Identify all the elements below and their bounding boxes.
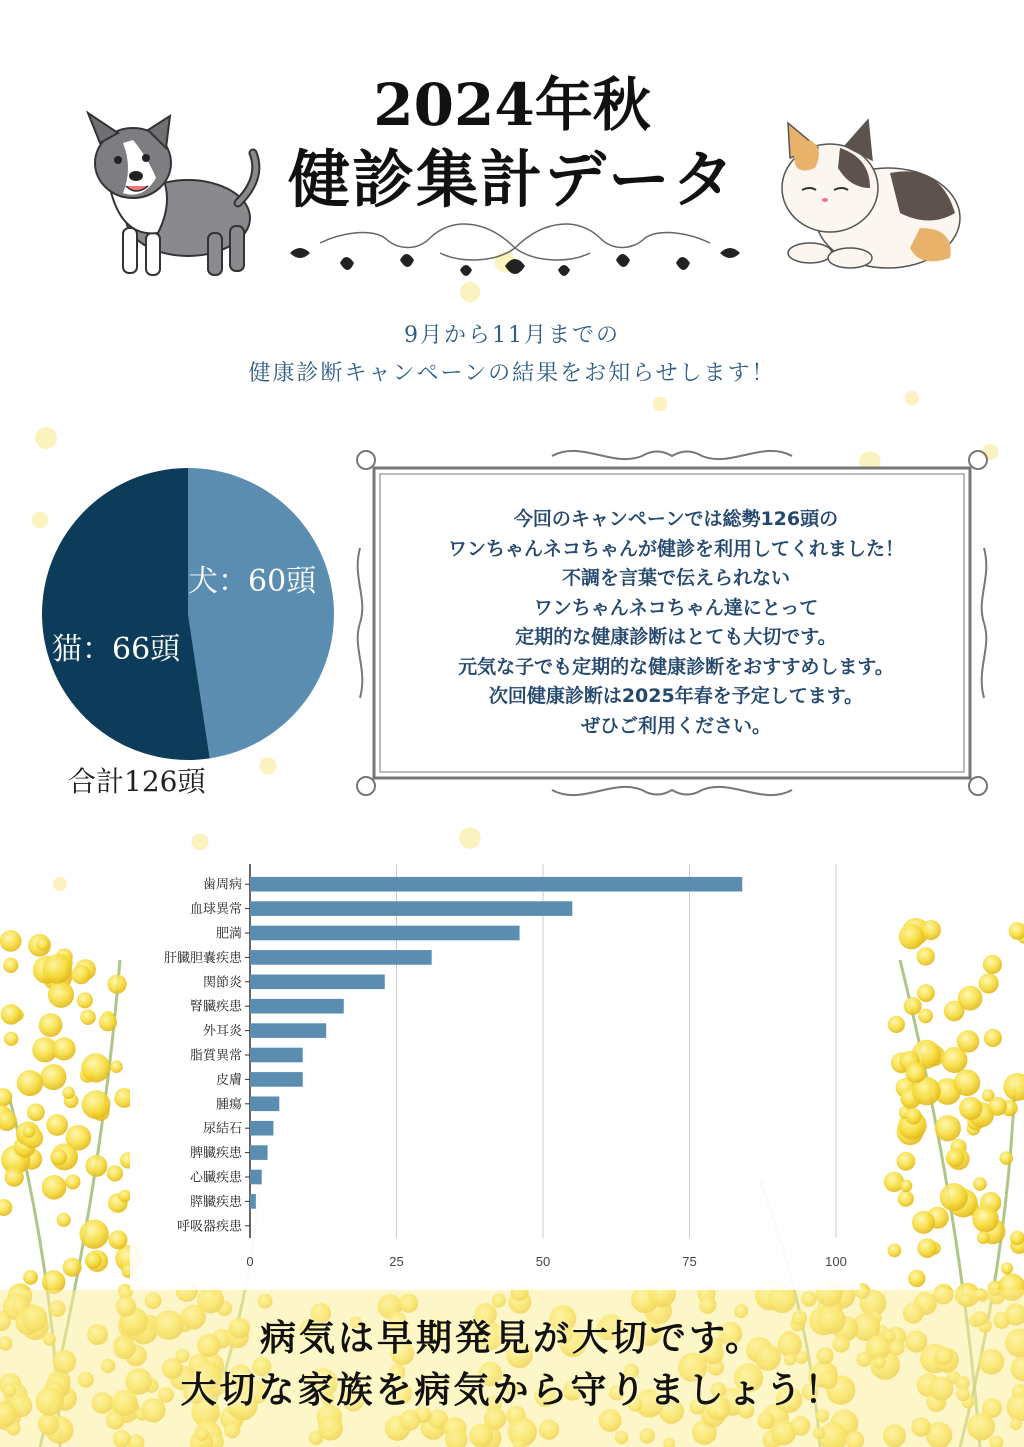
message-line: 次回健康診断は2025年春を予定してます。 xyxy=(488,685,864,707)
page-title-line2: 健診集計データ xyxy=(287,143,736,216)
y-category-label: 尿結石 xyxy=(202,1121,242,1137)
pie-label-cat: 猫：66頭 xyxy=(52,632,181,667)
y-category-label: 脾臓疾患 xyxy=(189,1146,242,1162)
message-line: 定期的な健康診断はとても大切です。 xyxy=(515,626,837,648)
bar xyxy=(250,1096,279,1111)
pie-chart xyxy=(40,466,336,762)
y-category-label: 歯周病 xyxy=(202,877,242,893)
page-title-line1: 2024年秋 xyxy=(373,71,651,139)
x-tick-label: 0 xyxy=(246,1254,254,1269)
y-category-label: 心臓疾患 xyxy=(189,1170,242,1186)
disease-bar-chart xyxy=(130,850,860,1290)
x-tick-label: 50 xyxy=(535,1254,551,1269)
y-category-label: 膵臓疾患 xyxy=(189,1194,242,1210)
bar xyxy=(250,974,385,989)
bar xyxy=(250,901,572,916)
title-ornament-icon xyxy=(280,208,750,288)
message-line: 不調を言葉で伝えられない xyxy=(561,567,790,589)
bar xyxy=(250,1023,326,1038)
bar xyxy=(250,1121,273,1136)
bar xyxy=(250,1170,262,1185)
intro-line1: 9月から11月までの xyxy=(404,323,620,348)
pie-label-dog: 犬：60頭 xyxy=(188,564,317,599)
bar xyxy=(250,1072,303,1087)
pie-slice-cat xyxy=(42,468,210,760)
message-line: ワンちゃんネコちゃん達にとって xyxy=(533,596,819,619)
x-tick-label: 75 xyxy=(682,1254,697,1269)
bar xyxy=(250,1145,268,1160)
message-line: ワンちゃんネコちゃんが健診を利用してくれました！ xyxy=(447,537,904,560)
message-line: 今回のキャンペーンでは総勢126頭の xyxy=(513,508,839,530)
pie-total-label: 合計126頭 xyxy=(68,765,206,798)
pie-slice-dog xyxy=(188,468,334,758)
y-category-label: 皮膚 xyxy=(215,1072,242,1088)
y-category-label: 外耳炎 xyxy=(202,1024,242,1040)
x-tick-label: 100 xyxy=(825,1254,847,1269)
bar xyxy=(250,1048,303,1063)
y-category-label: 関節炎 xyxy=(202,975,242,991)
message-line: 元気な子でも定期的な健康診断をおすすめします。 xyxy=(458,655,894,678)
y-category-label: 呼吸器疾患 xyxy=(176,1219,242,1235)
y-category-label: 腫瘍 xyxy=(215,1097,242,1113)
bar xyxy=(250,999,344,1014)
message-text xyxy=(392,505,960,741)
footer-line2: 大切な家族を病気から守りましょう！ xyxy=(180,1369,844,1411)
y-category-label: 肥満 xyxy=(215,926,242,942)
bar xyxy=(250,950,432,965)
message-line: ぜひご利用ください。 xyxy=(580,714,771,737)
bar xyxy=(250,1194,256,1209)
bar xyxy=(250,926,520,941)
bar xyxy=(250,877,742,892)
y-category-label: 肝臓胆嚢疾患 xyxy=(163,950,242,966)
y-category-label: 血球異常 xyxy=(189,902,242,918)
y-category-label: 脂質異常 xyxy=(189,1048,242,1064)
intro-line2: 健康診断キャンペーンの結果をお知らせします！ xyxy=(248,361,776,386)
x-tick-label: 25 xyxy=(389,1254,404,1269)
footer-line1: 病気は早期発見が大切です。 xyxy=(259,1317,765,1359)
y-category-label: 腎臓疾患 xyxy=(189,999,242,1015)
